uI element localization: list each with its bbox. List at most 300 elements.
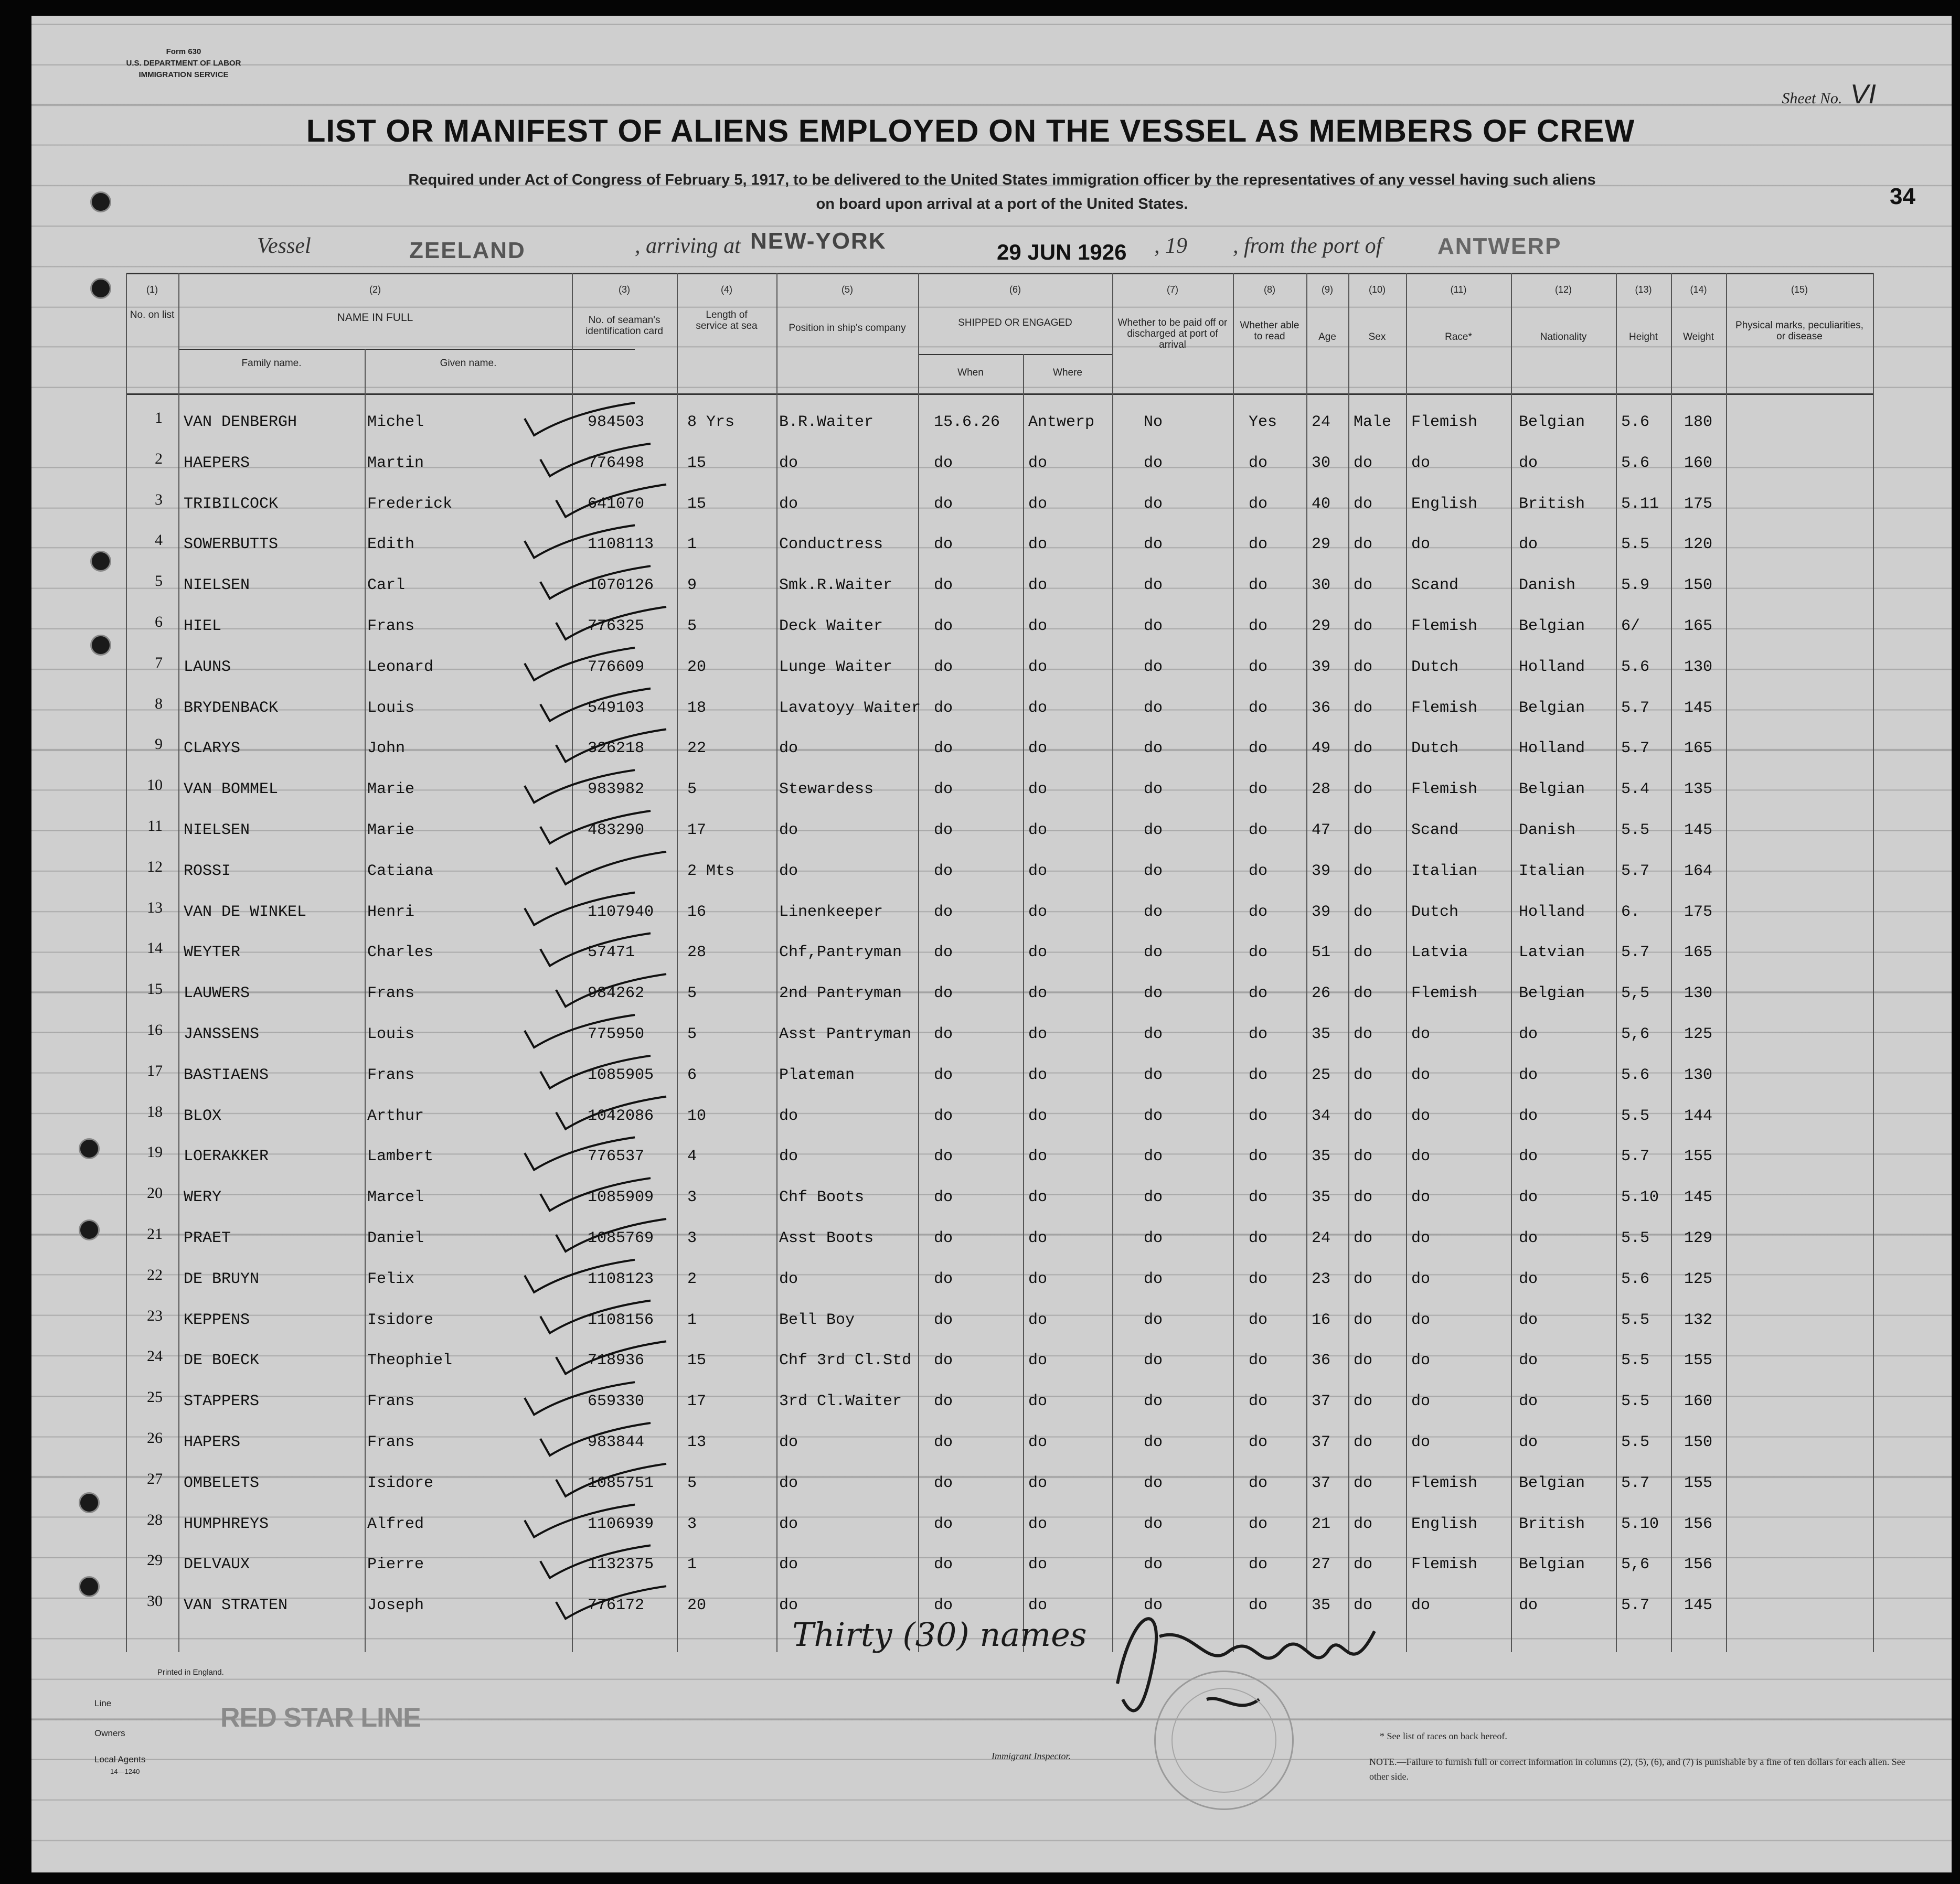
row-length-service: 28 [687, 944, 707, 961]
row-length-service: 1 [687, 536, 697, 553]
row-nationality: do [1519, 454, 1538, 472]
row-position: Asst Boots [779, 1229, 874, 1247]
row-paid-off: do [1144, 1311, 1163, 1329]
row-weight: 145 [1684, 1189, 1713, 1206]
row-race: Dutch [1411, 658, 1459, 676]
row-length-service: 3 [687, 1229, 697, 1247]
row-able-read: do [1249, 658, 1268, 676]
row-family-name: HAPERS [184, 1433, 241, 1451]
row-nationality: do [1519, 1025, 1538, 1043]
row-sex: do [1354, 617, 1373, 635]
row-shipped-when: 15.6.26 [934, 413, 1000, 431]
row-race: do [1411, 1189, 1431, 1206]
row-family-name: HIEL [184, 617, 222, 635]
row-nationality: Belgian [1519, 780, 1585, 798]
subtitle [273, 168, 1731, 216]
row-shipped-when: do [934, 821, 953, 839]
row-position: do [779, 1474, 798, 1492]
vessel-name: ZEELAND [409, 238, 526, 263]
row-sex: do [1354, 1352, 1373, 1369]
check-mark [540, 933, 651, 966]
row-family-name: SOWERBUTTS [184, 536, 279, 553]
row-age: 29 [1312, 617, 1331, 635]
row-length-service: 15 [687, 495, 707, 513]
row-given-name: Leonard [367, 658, 434, 676]
row-length-service: 20 [687, 1597, 707, 1614]
row-age: 28 [1312, 780, 1331, 798]
row-nationality: Italian [1519, 862, 1585, 880]
row-able-read: do [1249, 1597, 1268, 1614]
row-height: 5.6 [1621, 1066, 1650, 1084]
row-length-service: 5 [687, 1474, 697, 1492]
row-sex: do [1354, 536, 1373, 553]
header-given-name: Given name. [440, 358, 497, 369]
row-able-read: do [1249, 576, 1268, 594]
row-shipped-where: do [1028, 536, 1048, 553]
row-given-name: Isidore [367, 1474, 434, 1492]
row-id-card: 1070126 [588, 576, 654, 594]
row-shipped-when: do [934, 1148, 953, 1165]
row-nationality: do [1519, 1352, 1538, 1369]
check-mark [525, 1382, 635, 1415]
row-race: English [1411, 1515, 1478, 1533]
row-nationality: do [1519, 1107, 1538, 1125]
column-number: (4) [721, 284, 732, 295]
row-length-service: 3 [687, 1515, 697, 1533]
row-id-card: 984262 [588, 984, 645, 1002]
row-weight: 160 [1684, 454, 1713, 472]
row-weight: 150 [1684, 576, 1713, 594]
row-paid-off: do [1144, 1066, 1163, 1084]
row-id-card: 483290 [588, 821, 645, 839]
row-number: 15 [147, 980, 163, 998]
row-age: 16 [1312, 1311, 1331, 1329]
row-given-name: Frans [367, 617, 415, 635]
check-mark [525, 525, 635, 558]
row-shipped-where: do [1028, 495, 1048, 513]
row-sex: do [1354, 1107, 1373, 1125]
row-paid-off: do [1144, 740, 1163, 757]
row-number: 14 [147, 939, 163, 957]
row-given-name: Martin [367, 454, 424, 472]
row-number: 22 [147, 1266, 163, 1283]
row-number: 23 [147, 1307, 163, 1324]
row-paid-off: do [1144, 944, 1163, 961]
row-id-card: 776325 [588, 617, 645, 635]
row-position: Lavatoyy Waiter [779, 699, 921, 717]
check-mark [540, 811, 651, 843]
check-mark [525, 1015, 635, 1047]
header-length-service: Length of service at sea [696, 309, 758, 331]
check-mark [540, 1423, 651, 1455]
row-shipped-where: do [1028, 1433, 1048, 1451]
row-sex: do [1354, 699, 1373, 717]
row-position: Chf Boots [779, 1189, 865, 1206]
row-nationality: do [1519, 1433, 1538, 1451]
row-length-service: 13 [687, 1433, 707, 1451]
row-length-service: 4 [687, 1148, 697, 1165]
row-race: Flemish [1411, 617, 1478, 635]
row-position: B.R.Waiter [779, 413, 874, 431]
row-shipped-when: do [934, 780, 953, 798]
column-number: (13) [1635, 284, 1652, 295]
row-sex: do [1354, 495, 1373, 513]
row-height: 5.5 [1621, 536, 1650, 553]
from-label: , from the port of [1233, 234, 1382, 258]
row-paid-off: do [1144, 1474, 1163, 1492]
row-id-card: 1042086 [588, 1107, 654, 1125]
row-nationality: do [1519, 1270, 1538, 1288]
row-family-name: VAN DE WINKEL [184, 903, 307, 921]
row-id-card: 776537 [588, 1148, 645, 1165]
row-age: 39 [1312, 658, 1331, 676]
row-position: Stewardess [779, 780, 874, 798]
row-weight: 156 [1684, 1515, 1713, 1533]
row-able-read: do [1249, 1352, 1268, 1369]
punch-hole [79, 1138, 100, 1159]
row-given-name: Arthur [367, 1107, 424, 1125]
row-paid-off: do [1144, 1189, 1163, 1206]
row-sex: do [1354, 862, 1373, 880]
row-given-name: Isidore [367, 1311, 434, 1329]
row-able-read: do [1249, 1515, 1268, 1533]
row-position: do [779, 495, 798, 513]
row-paid-off: do [1144, 862, 1163, 880]
row-shipped-where: do [1028, 1597, 1048, 1614]
row-id-card: 1085909 [588, 1189, 654, 1206]
row-shipped-when: do [934, 862, 953, 880]
column-number: (6) [1009, 284, 1021, 295]
row-shipped-when: do [934, 1433, 953, 1451]
row-weight: 165 [1684, 944, 1713, 961]
row-position: Asst Pantryman [779, 1025, 912, 1043]
row-nationality: Danish [1519, 576, 1576, 594]
row-nationality: Belgian [1519, 1556, 1585, 1573]
row-family-name: STAPPERS [184, 1393, 260, 1410]
row-paid-off: do [1144, 617, 1163, 635]
row-height: 5.7 [1621, 1597, 1650, 1614]
row-id-card: 57471 [588, 944, 635, 961]
row-age: 24 [1312, 413, 1331, 431]
row-given-name: John [367, 740, 406, 757]
header-height: Height [1629, 331, 1658, 342]
row-number: 12 [147, 858, 163, 875]
row-id-card: 1132375 [588, 1556, 654, 1573]
row-position: Chf,Pantryman [779, 944, 902, 961]
row-sex: do [1354, 740, 1373, 757]
row-family-name: LAUNS [184, 658, 231, 676]
row-id-card: 776609 [588, 658, 645, 676]
column-number: (3) [619, 284, 630, 295]
row-given-name: Frans [367, 1066, 415, 1084]
row-weight: 175 [1684, 495, 1713, 513]
row-paid-off: do [1144, 1025, 1163, 1043]
row-position: 3rd Cl.Waiter [779, 1393, 902, 1410]
row-given-name: Michel [367, 413, 424, 431]
row-shipped-when: do [934, 495, 953, 513]
row-weight: 145 [1684, 821, 1713, 839]
check-mark [540, 689, 651, 721]
row-family-name: VAN DENBERGH [184, 413, 297, 431]
row-able-read: do [1249, 1229, 1268, 1247]
row-age: 37 [1312, 1433, 1331, 1451]
check-mark [556, 607, 666, 639]
row-sex: Male [1354, 413, 1392, 431]
row-paid-off: do [1144, 1229, 1163, 1247]
row-able-read: do [1249, 536, 1268, 553]
row-able-read: do [1249, 944, 1268, 961]
row-sex: do [1354, 1270, 1373, 1288]
row-able-read: do [1249, 1148, 1268, 1165]
races-note: * See list of races on back hereof. [1380, 1731, 1507, 1741]
row-given-name: Charles [367, 944, 434, 961]
check-mark [525, 770, 635, 802]
row-weight: 156 [1684, 1556, 1713, 1573]
row-race: do [1411, 536, 1431, 553]
row-height: 5.11 [1621, 495, 1659, 513]
row-given-name: Lambert [367, 1148, 434, 1165]
row-family-name: KEPPENS [184, 1311, 250, 1329]
row-number: 13 [147, 899, 163, 916]
row-height: 5.7 [1621, 944, 1650, 961]
row-paid-off: do [1144, 984, 1163, 1002]
row-family-name: VAN BOMMEL [184, 780, 279, 798]
row-paid-off: do [1144, 821, 1163, 839]
row-weight: 150 [1684, 1433, 1713, 1451]
check-mark [556, 852, 666, 884]
row-race: Italian [1411, 862, 1478, 880]
row-age: 37 [1312, 1474, 1331, 1492]
row-race: English [1411, 495, 1478, 513]
row-able-read: do [1249, 1025, 1268, 1043]
row-age: 36 [1312, 699, 1331, 717]
row-shipped-where: do [1028, 1189, 1048, 1206]
row-number: 30 [147, 1592, 163, 1610]
row-number: 8 [155, 695, 163, 712]
row-family-name: VAN STRATEN [184, 1597, 288, 1614]
row-weight: 145 [1684, 699, 1713, 717]
row-shipped-when: do [934, 1597, 953, 1614]
row-age: 35 [1312, 1189, 1331, 1206]
header-nationality: Nationality [1540, 331, 1587, 342]
manifest-table [126, 273, 1873, 1647]
row-shipped-when: do [934, 617, 953, 635]
row-shipped-when: do [934, 1515, 953, 1533]
row-position: do [779, 821, 798, 839]
row-given-name: Frans [367, 1433, 415, 1451]
row-number: 25 [147, 1388, 163, 1406]
row-race: do [1411, 1025, 1431, 1043]
check-mark [556, 485, 666, 517]
form-meta [68, 46, 299, 81]
row-weight: 130 [1684, 984, 1713, 1002]
row-paid-off: do [1144, 1148, 1163, 1165]
row-id-card: 1108113 [588, 536, 654, 553]
row-id-card: 1107940 [588, 903, 654, 921]
row-race: do [1411, 1393, 1431, 1410]
page-title: LIST OR MANIFEST OF ALIENS EMPLOYED ON THE VESSEL AS MEMBERS OF CREW [306, 113, 1635, 148]
row-position: do [779, 862, 798, 880]
row-shipped-where: do [1028, 903, 1048, 921]
row-shipped-when: do [934, 984, 953, 1002]
row-shipped-where: do [1028, 780, 1048, 798]
check-mark [556, 729, 666, 762]
row-given-name: Edith [367, 536, 415, 553]
row-family-name: BASTIAENS [184, 1066, 269, 1084]
row-sex: do [1354, 454, 1373, 472]
row-able-read: do [1249, 1270, 1268, 1288]
row-shipped-when: do [934, 1066, 953, 1084]
check-mark [556, 1464, 666, 1496]
header-able-read: Whether able to read [1240, 320, 1299, 342]
row-given-name: Louis [367, 1025, 415, 1043]
row-id-card: 718936 [588, 1352, 645, 1369]
row-shipped-when: do [934, 1229, 953, 1247]
row-height: 5.5 [1621, 1107, 1650, 1125]
row-able-read: do [1249, 1311, 1268, 1329]
row-nationality: British [1519, 1515, 1585, 1533]
row-height: 5.7 [1621, 862, 1650, 880]
row-given-name: Pierre [367, 1556, 424, 1573]
row-shipped-where: do [1028, 1556, 1048, 1573]
owners-label: Owners [94, 1728, 125, 1738]
row-race: do [1411, 1311, 1431, 1329]
row-nationality: Holland [1519, 903, 1585, 921]
row-position: Lunge Waiter [779, 658, 893, 676]
check-mark [525, 1260, 635, 1292]
column-number: (5) [841, 284, 853, 295]
row-number: 18 [147, 1103, 163, 1120]
row-number: 24 [147, 1347, 163, 1365]
row-sex: do [1354, 1066, 1373, 1084]
header-position: Position in ship's company [789, 323, 906, 334]
row-able-read: do [1249, 1189, 1268, 1206]
row-length-service: 9 [687, 576, 697, 594]
row-shipped-where: do [1028, 1393, 1048, 1410]
row-shipped-where: do [1028, 1025, 1048, 1043]
row-id-card: 1106939 [588, 1515, 654, 1533]
row-weight: 175 [1684, 903, 1713, 921]
column-number: (14) [1690, 284, 1707, 295]
row-family-name: NIELSEN [184, 576, 250, 594]
row-height: 5.6 [1621, 454, 1650, 472]
row-given-name: Marcel [367, 1189, 424, 1206]
row-age: 39 [1312, 862, 1331, 880]
row-number: 11 [147, 817, 163, 834]
handwritten-total: Thirty (30) names [792, 1615, 1087, 1654]
row-position: Linenkeeper [779, 903, 883, 921]
inspector-label: Immigrant Inspector. [992, 1751, 1071, 1761]
header-race: Race* [1445, 331, 1472, 342]
row-shipped-when: do [934, 536, 953, 553]
row-paid-off: do [1144, 454, 1163, 472]
row-able-read: do [1249, 1433, 1268, 1451]
row-age: 27 [1312, 1556, 1331, 1573]
row-position: do [779, 1433, 798, 1451]
row-given-name: Henri [367, 903, 415, 921]
row-height: 5,5 [1621, 984, 1650, 1002]
agents-label: Local Agents [94, 1754, 146, 1764]
row-shipped-when: do [934, 1311, 953, 1329]
row-family-name: DE BOECK [184, 1352, 260, 1369]
row-shipped-when: do [934, 1270, 953, 1288]
row-family-name: NIELSEN [184, 821, 250, 839]
check-mark [540, 444, 651, 476]
row-shipped-where: do [1028, 1229, 1048, 1247]
row-id-card: 326218 [588, 740, 645, 757]
row-paid-off: do [1144, 1515, 1163, 1533]
row-given-name: Joseph [367, 1597, 424, 1614]
row-length-service: 10 [687, 1107, 707, 1125]
row-shipped-when: do [934, 576, 953, 594]
row-shipped-when: do [934, 1352, 953, 1369]
row-family-name: PRAET [184, 1229, 231, 1247]
row-weight: 125 [1684, 1270, 1713, 1288]
arriving-label: , arriving at [635, 234, 741, 258]
row-position: do [779, 1107, 798, 1125]
row-weight: 125 [1684, 1025, 1713, 1043]
row-shipped-when: do [934, 1189, 953, 1206]
service: IMMIGRATION SERVICE [139, 70, 229, 79]
column-number: (2) [369, 284, 381, 295]
row-paid-off: do [1144, 536, 1163, 553]
row-length-service: 16 [687, 903, 707, 921]
row-sex: do [1354, 1025, 1373, 1043]
header-no-on-list: No. on list [130, 309, 175, 320]
header-where: Where [1053, 367, 1082, 378]
row-race: Latvia [1411, 944, 1468, 961]
check-mark [525, 1137, 635, 1170]
row-shipped-where: do [1028, 699, 1048, 717]
row-age: 35 [1312, 1597, 1331, 1614]
row-length-service: 22 [687, 740, 707, 757]
row-able-read: Yes [1249, 413, 1277, 431]
row-id-card: 776172 [588, 1597, 645, 1614]
row-number: 7 [155, 654, 163, 671]
punch-hole [90, 635, 111, 656]
row-weight: 132 [1684, 1311, 1713, 1329]
row-shipped-when: do [934, 658, 953, 676]
row-length-service: 17 [687, 1393, 707, 1410]
row-race: Flemish [1411, 1556, 1478, 1573]
row-nationality: do [1519, 1189, 1538, 1206]
row-paid-off: do [1144, 699, 1163, 717]
row-shipped-where: do [1028, 1474, 1048, 1492]
row-height: 5.6 [1621, 413, 1650, 431]
row-race: do [1411, 1066, 1431, 1084]
column-number: (9) [1322, 284, 1333, 295]
row-paid-off: do [1144, 1352, 1163, 1369]
column-number: (1) [146, 284, 158, 295]
row-length-service: 5 [687, 984, 697, 1002]
row-shipped-where: do [1028, 1515, 1048, 1533]
row-paid-off: do [1144, 495, 1163, 513]
row-age: 25 [1312, 1066, 1331, 1084]
row-shipped-when: do [934, 1556, 953, 1573]
row-id-card: 659330 [588, 1393, 645, 1410]
row-position: do [779, 1148, 798, 1165]
row-paid-off: do [1144, 576, 1163, 594]
row-able-read: do [1249, 862, 1268, 880]
sheet-value: VI [1850, 79, 1876, 110]
check-mark [556, 974, 666, 1007]
subtitle-line-1: Required under Act of Congress of February 5, 1917, to be delivered to the United States immigration officer by the representatives of any vessel having such aliens [408, 172, 1596, 188]
row-sex: do [1354, 1515, 1373, 1533]
printed-label: Printed in England. [157, 1668, 224, 1677]
red-star-line-stamp: RED STAR LINE [220, 1703, 421, 1733]
row-able-read: do [1249, 1107, 1268, 1125]
row-shipped-when: do [934, 1025, 953, 1043]
